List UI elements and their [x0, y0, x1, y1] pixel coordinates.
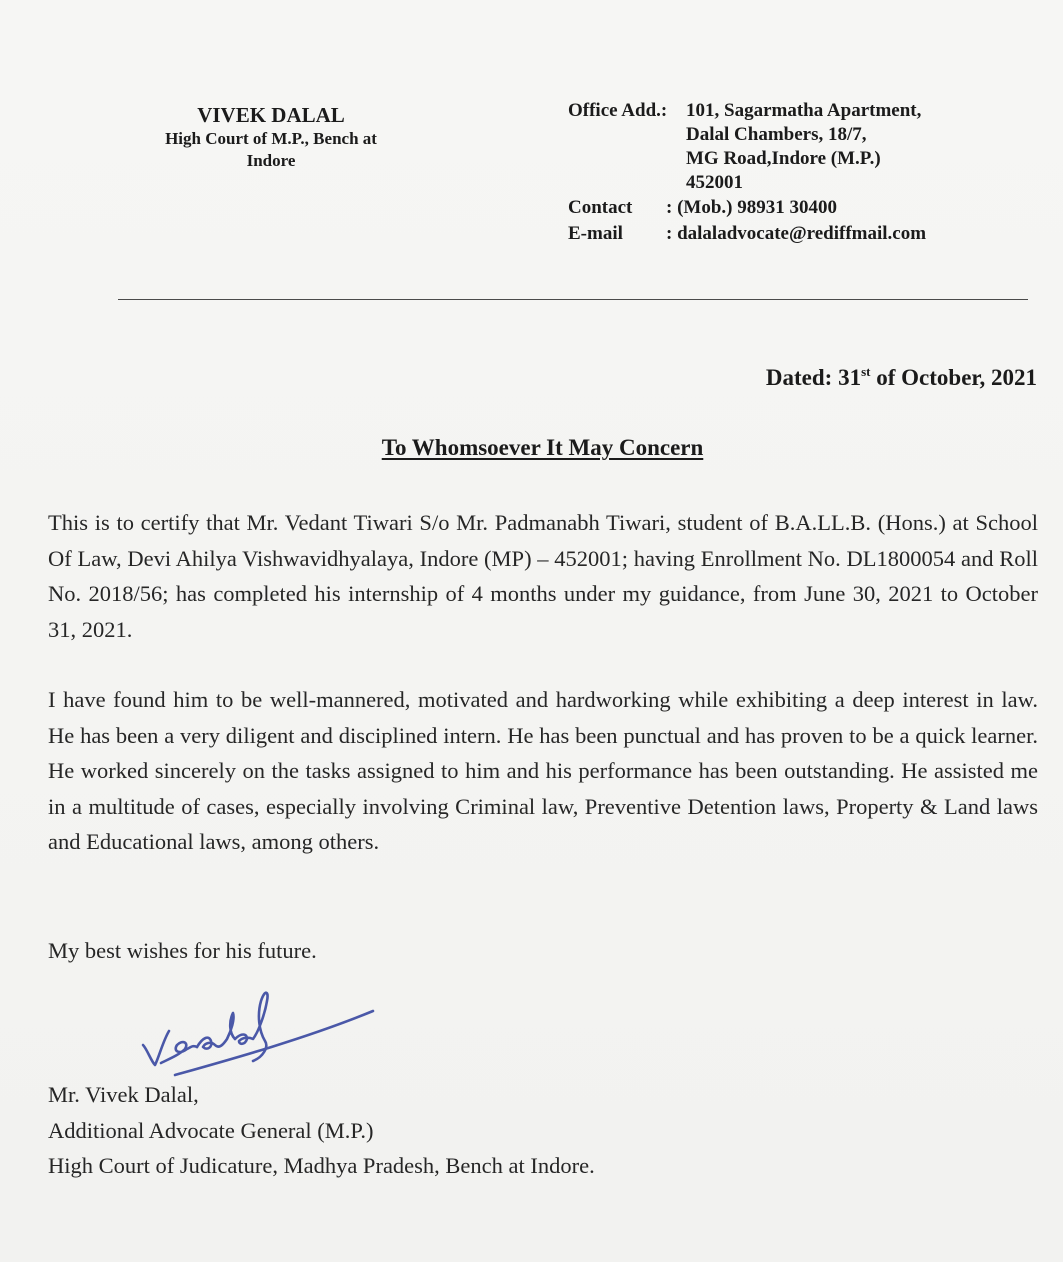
signatory-name: Mr. Vivek Dalal, — [48, 1082, 199, 1107]
court-line-1: High Court of M.P., Bench at — [165, 129, 377, 148]
court-line-2: Indore — [246, 151, 296, 170]
office-line-4: 452001 — [686, 172, 743, 193]
contact-value: : (Mob.) 98931 30400 — [666, 197, 837, 218]
office-line-2: Dalal Chambers, 18/7, — [686, 124, 867, 145]
office-label: Office Add.: — [568, 100, 668, 121]
body-paragraph-3: My best wishes for his future. — [48, 938, 317, 963]
body-paragraph-2: I have found him to be well-mannered, motivated and hardworking while exhibiting a deep interest in law. He has been a very diligent and disciplined intern. He has been punctual and has proven to be a quick learner. He worked sincerely on the tasks assigned to him and his performance has been outstanding. He assisted me in a multitude of cases, especially involving Criminal law, Preventive Detention laws, Property & Land laws and Educational laws, among others. — [48, 687, 1038, 854]
signatory-court: High Court of Judicature, Madhya Pradesh, Bench at Indore. — [48, 1153, 595, 1178]
office-line-1: 101, Sagarmatha Apartment, — [686, 100, 922, 121]
date-suffix: st — [861, 364, 871, 379]
office-line-3: MG Road,Indore (M.P.) — [686, 148, 881, 169]
advocate-name: VIVEK DALAL — [197, 103, 345, 127]
body-paragraph-1: This is to certify that Mr. Vedant Tiwari S/o Mr. Padmanabh Tiwari, student of B.A.LL.B. (Hons.) at School Of Law, Devi Ahilya Vishwavidhyalaya, Indore (MP) – 452001; having Enrollment No. DL1800054 and Roll No. 2018/56; has completed his internship of 4 months under my guidance, from June 30, 2021 to October 31, 2021. — [48, 510, 1038, 642]
handwritten-signature — [135, 975, 385, 1085]
contact-label: Contact — [568, 197, 633, 218]
letter-subject: To Whomsoever It May Concern — [381, 435, 704, 460]
letter-date — [766, 365, 1037, 391]
email-value: : dalaladvocate@rediffmail.com — [666, 223, 927, 244]
date-rest: of October, 2021 — [870, 365, 1037, 390]
signatory-block — [48, 1077, 595, 1184]
header-divider — [118, 299, 1028, 300]
signatory-title: Additional Advocate General (M.P.) — [48, 1117, 374, 1143]
date-prefix: Dated: 31 — [765, 365, 862, 390]
email-label: E-mail — [568, 223, 623, 244]
letterhead-name-block — [130, 102, 412, 172]
